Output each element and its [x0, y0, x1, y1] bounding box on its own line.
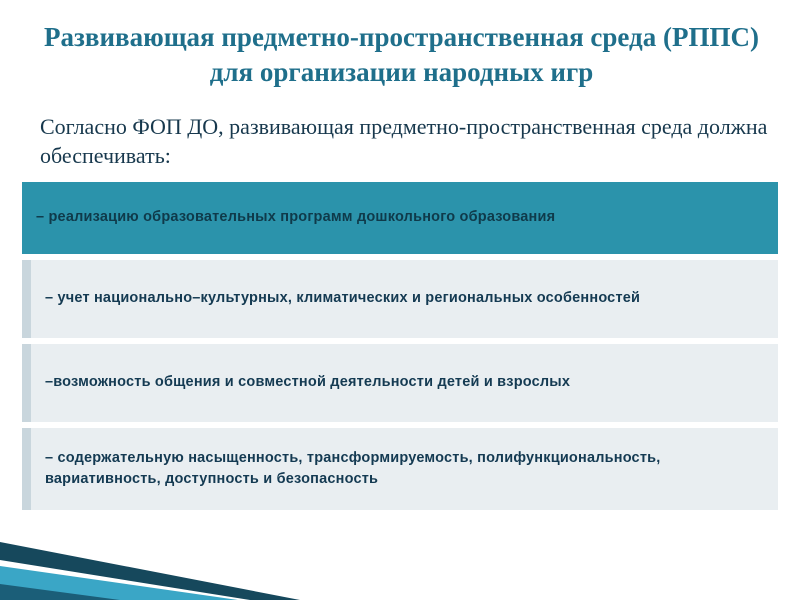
list-item[interactable]	[22, 344, 778, 422]
list-item[interactable]	[22, 428, 778, 510]
requirements-list	[22, 182, 778, 516]
list-item-label: – содержательную насыщенность, трансформируемость, полифункциональность, вариативность, доступность и безопасность	[45, 449, 661, 487]
corner-shape-icon	[0, 520, 430, 600]
corner-decoration	[0, 520, 430, 600]
list-item-label: – учет национально–культурных, климатических и региональных особенностей	[45, 290, 641, 307]
page-title: Развивающая предметно-пространственная среда (РППС) для организации народных игр	[44, 22, 759, 87]
subtitle-text: Согласно ФОП ДО, развивающая предметно-пространственная среда должна обеспечивать:	[40, 114, 768, 169]
list-item[interactable]	[22, 260, 778, 338]
list-item[interactable]	[22, 182, 778, 254]
list-item-label: –возможность общения и совместной деятельности детей и взрослых	[45, 374, 571, 391]
list-item-label: – реализацию образовательных программ дошкольного образования	[36, 209, 556, 226]
